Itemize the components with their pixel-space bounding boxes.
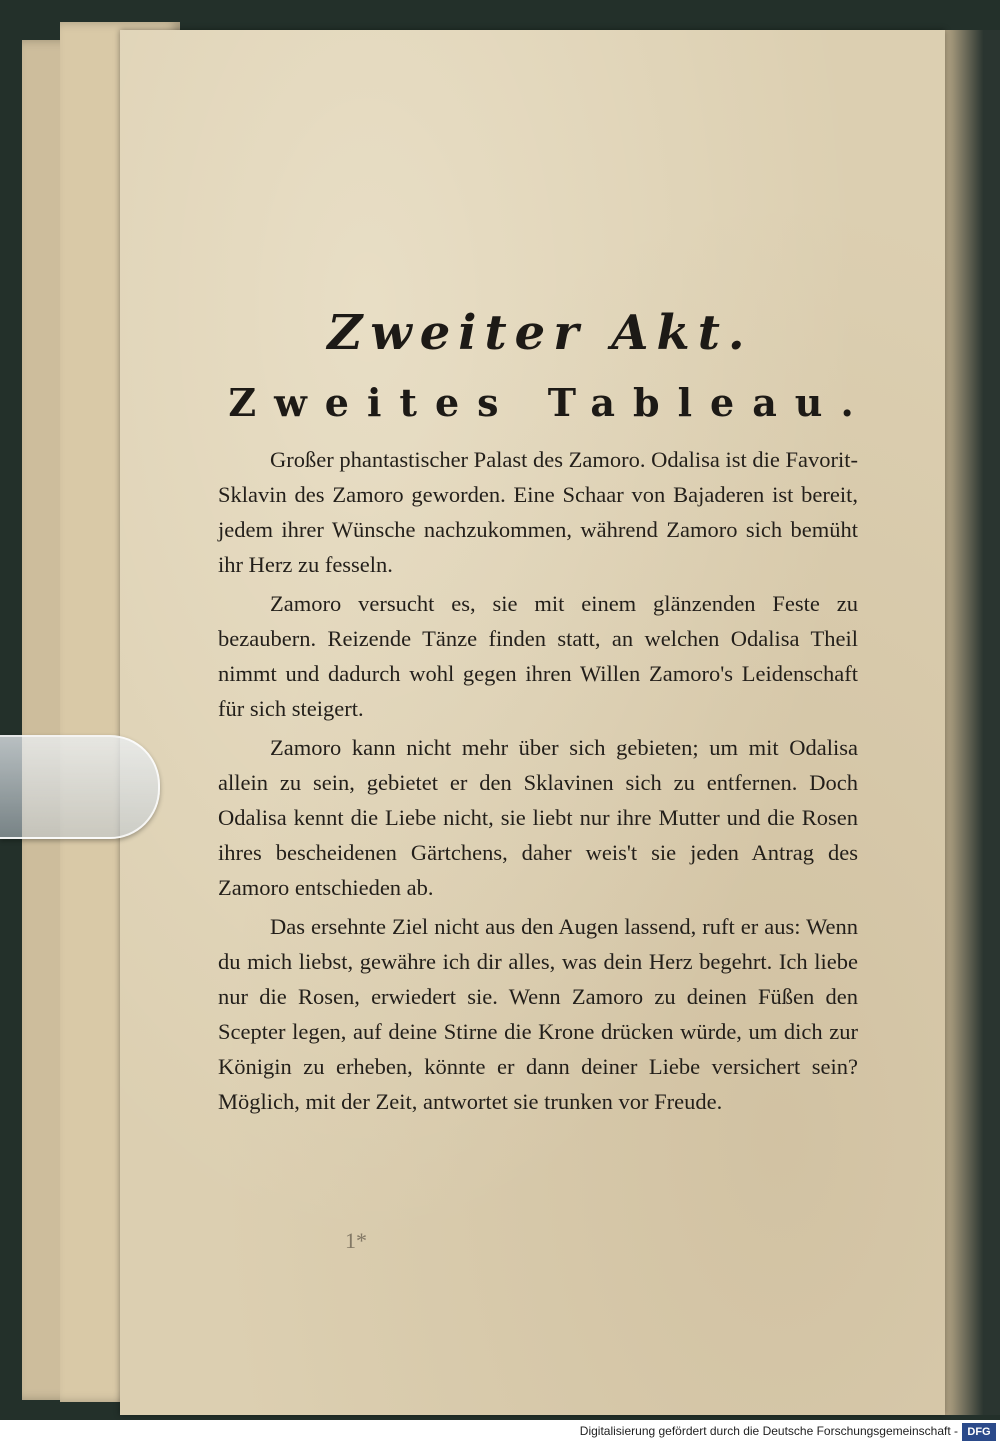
dfg-logo-icon: DFG bbox=[962, 1423, 996, 1441]
footer-bar bbox=[0, 1420, 1000, 1445]
tableau-title: Zweites Tableau. bbox=[228, 380, 872, 425]
act-title: Zweiter Akt. bbox=[327, 305, 753, 361]
page-clip bbox=[0, 735, 160, 839]
paragraph-3: Zamoro kann nicht mehr über sich gebieten; um mit Odalisa allein zu sein, gebietet er den Sklavinen sich zu entfernen. Doch Odalisa kennt die Liebe nicht, sie liebt nur ihre Mutter und die Rosen ihres bescheidenen Gärtchens, daher weis't sie jeden Antrag des Zamoro entschieden ab. bbox=[218, 735, 858, 900]
footer-credit: Digitalisierung gefördert durch die Deutsche Forschungsgemeinschaft - bbox=[579, 1424, 958, 1438]
paragraph-4: Das ersehnte Ziel nicht aus den Augen lassend, ruft er aus: Wenn du mich liebst, gewähre ich dir alles, was dein Herz begehrt. Ich liebe nur die Rosen, erwiedert sie. Wenn Zamoro zu deinen Füßen den Scepter legen, auf deine Stirne die Krone drücken würde, um dich zur Königin zu erheben, könnte er dann deiner Liebe versichert sein? Möglich, mit der Zeit, antwortet sie trunken vor Freude. bbox=[218, 914, 858, 1114]
body-text bbox=[218, 442, 858, 1123]
paragraph-2: Zamoro versucht es, sie mit einem glänzenden Feste zu bezaubern. Reizende Tänze finden statt, an welchen Odalisa Theil nimmt und dadurch wohl gegen ihren Willen Zamoro's Leidenschaft für sich steigert. bbox=[218, 591, 858, 721]
paragraph-1: Großer phantastischer Palast des Zamoro. Odalisa ist die Favorit-Sklavin des Zamoro geworden. Eine Schaar von Bajaderen ist bereit, jedem ihrer Wünsche nachzukommen, während Zamoro sich bemüht ihr Herz zu fesseln. bbox=[218, 447, 858, 577]
page-edge-strip bbox=[945, 30, 1000, 1415]
sheet-signature: 1* bbox=[345, 1228, 367, 1253]
